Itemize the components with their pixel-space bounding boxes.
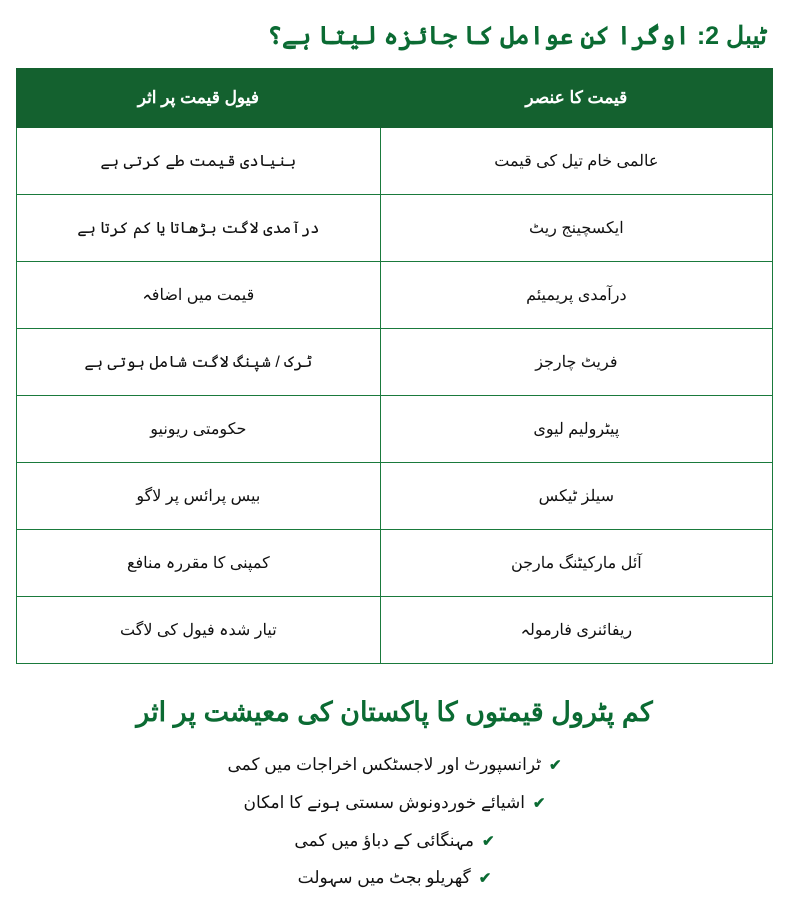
cell-fuel-price-effect: تیار شدہ فیول کی لاگت <box>17 596 381 663</box>
cell-fuel-price-effect: درآمدی لاگت بڑھاتا یا کم کرتا ہے <box>17 194 381 261</box>
cell-fuel-price-effect: قیمت میں اضافہ <box>17 261 381 328</box>
cell-fuel-price-effect: کمپنی کا مقررہ منافع <box>17 529 381 596</box>
cell-fuel-price-effect: ٹرک / شپنگ لاگت شامل ہوتی ہے <box>17 328 381 395</box>
table-row <box>17 194 773 261</box>
table-header-row <box>17 68 773 127</box>
list-item-label: مہنگائی کے دباؤ میں کمی <box>294 830 474 850</box>
list-item-label: اشیائے خوردونوش سستی ہونے کا امکان <box>243 792 525 812</box>
cell-fuel-price-effect: حکومتی ریونیو <box>17 395 381 462</box>
cell-price-element: آئل مارکیٹنگ مارجن <box>380 529 772 596</box>
factors-table <box>16 68 773 664</box>
table-row <box>17 395 773 462</box>
list-item <box>16 859 773 897</box>
table-row <box>17 328 773 395</box>
cell-price-element: فریٹ چارجز <box>380 328 772 395</box>
table-row <box>17 462 773 529</box>
table-row <box>17 529 773 596</box>
list-item <box>16 822 773 860</box>
impact-bullet-list <box>16 742 773 897</box>
cell-fuel-price-effect: بنیادی قیمت طے کرتی ہے <box>17 127 381 194</box>
cell-price-element: ایکسچینج ریٹ <box>380 194 772 261</box>
factors-table-container <box>16 68 773 664</box>
page-title: ٹیبل 2: اوگرا کن عوامل کا جائزہ لیتا ہے؟ <box>267 22 767 50</box>
cell-price-element: درآمدی پریمیئم <box>380 261 772 328</box>
cell-fuel-price-effect: بیس پرائس پر لاگو <box>17 462 381 529</box>
list-item-label: ٹرانسپورٹ اور لاجسٹکس اخراجات میں کمی <box>227 755 541 774</box>
table-header <box>17 68 773 127</box>
table-row <box>17 261 773 328</box>
table-row <box>17 127 773 194</box>
check-icon: ✔ <box>532 794 546 812</box>
check-icon: ✔ <box>482 832 495 850</box>
cell-price-element: عالمی خام تیل کی قیمت <box>380 127 772 194</box>
table-body <box>17 127 773 663</box>
table-row <box>17 596 773 663</box>
cell-price-element: ریفائنری فارمولہ <box>380 596 772 663</box>
cell-price-element: سیلز ٹیکس <box>380 462 772 529</box>
section-heading-economy-impact: کم پٹرول قیمتوں کا پاکستان کی معیشت پر اثر <box>136 696 653 727</box>
column-header-fuel-price-effect: فیول قیمت پر اثر <box>17 68 381 127</box>
list-item <box>16 746 773 784</box>
column-header-price-element: قیمت کا عنصر <box>380 68 772 127</box>
cell-price-element: پیٹرولیم لیوی <box>380 395 772 462</box>
list-item <box>16 784 773 822</box>
check-icon: ✔ <box>478 870 492 888</box>
check-icon: ✔ <box>548 757 562 774</box>
list-item-label: گھریلو بجٹ میں سہولت <box>297 868 471 888</box>
